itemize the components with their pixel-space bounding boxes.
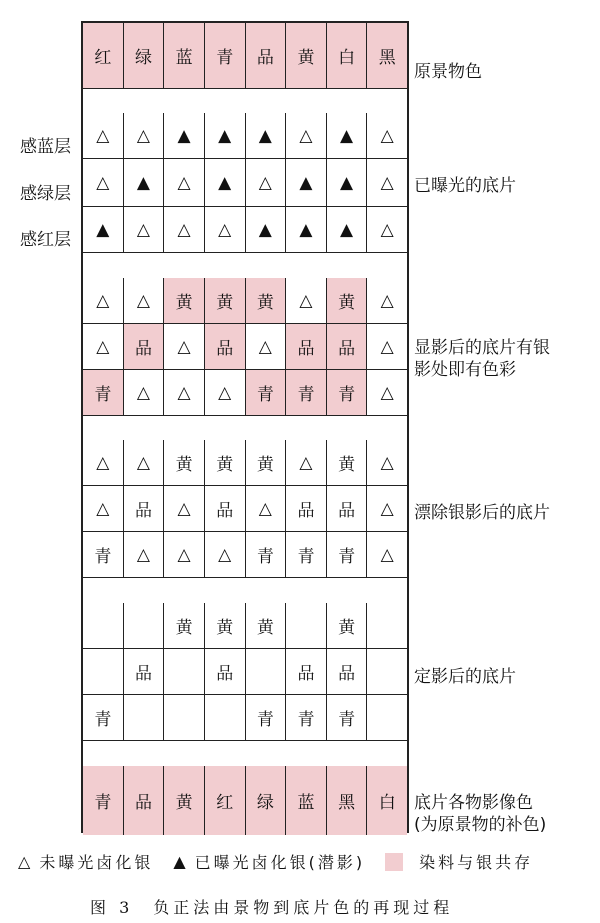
legend: [18, 850, 533, 873]
color-cell: 黄: [246, 278, 287, 324]
color-cell: 黄: [246, 603, 287, 649]
filled-triangle-icon: ▲: [173, 852, 189, 871]
color-cell: 黄: [164, 440, 205, 486]
open-triangle-icon: △: [164, 324, 205, 370]
color-cell: 黄: [205, 603, 246, 649]
layer-label-green: 感绿层: [20, 184, 71, 204]
bleached-film-row: [83, 440, 407, 486]
color-cell: 青: [246, 370, 287, 416]
legend-pink-label: 染料与银共存: [419, 853, 534, 872]
open-triangle-icon: △: [367, 486, 407, 532]
color-cell: 品: [327, 649, 368, 695]
open-triangle-icon: △: [164, 486, 205, 532]
open-triangle-icon: △: [367, 440, 407, 486]
exposed-film-row: [83, 113, 407, 159]
open-triangle-icon: △: [124, 532, 165, 578]
fixed-film-row: [83, 695, 407, 741]
filled-triangle-icon: ▲: [286, 207, 327, 253]
color-cell: 青: [205, 23, 246, 89]
open-triangle-icon: △: [164, 532, 205, 578]
open-triangle-icon: △: [124, 370, 165, 416]
color-cell: [164, 695, 205, 741]
exposed-film-row: [83, 207, 407, 253]
process-grid: [81, 21, 409, 833]
developed-film-label: 显影后的底片有银: [414, 338, 550, 358]
open-triangle-icon: △: [18, 852, 34, 871]
filled-triangle-icon: ▲: [327, 113, 368, 159]
color-cell: 品: [286, 486, 327, 532]
exposed-film-row: [83, 159, 407, 207]
color-cell: 青: [286, 532, 327, 578]
color-cell: [124, 603, 165, 649]
open-triangle-icon: △: [367, 370, 407, 416]
open-triangle-icon: △: [286, 278, 327, 324]
negative-colors-label: 底片各物影像色: [414, 793, 533, 813]
color-cell: 品: [246, 23, 287, 89]
fixed-film-row: [83, 603, 407, 649]
color-cell: 黄: [327, 603, 368, 649]
open-triangle-icon: △: [367, 532, 407, 578]
color-cell: 品: [286, 649, 327, 695]
open-triangle-icon: △: [83, 278, 124, 324]
color-cell: 青: [246, 695, 287, 741]
color-cell: 黄: [205, 440, 246, 486]
color-cell: 白: [327, 23, 368, 89]
color-cell: 黄: [164, 766, 205, 835]
open-triangle-icon: △: [83, 159, 124, 207]
open-triangle-icon: △: [83, 486, 124, 532]
filled-triangle-icon: ▲: [124, 159, 165, 207]
color-cell: 青: [327, 370, 368, 416]
color-cell: 黑: [327, 766, 368, 835]
color-cell: [83, 603, 124, 649]
color-cell: 黄: [205, 278, 246, 324]
filled-triangle-icon: ▲: [205, 159, 246, 207]
color-cell: 青: [83, 532, 124, 578]
developed-film-label: 影处即有色彩: [414, 360, 516, 380]
open-triangle-icon: △: [246, 486, 287, 532]
color-cell: 青: [327, 695, 368, 741]
color-cell: 品: [124, 486, 165, 532]
open-triangle-icon: △: [246, 324, 287, 370]
negative-colors-row: [83, 766, 407, 835]
legend-open-label: 未曝光卤化银: [39, 853, 154, 872]
filled-triangle-icon: ▲: [327, 207, 368, 253]
open-triangle-icon: △: [286, 440, 327, 486]
filled-triangle-icon: ▲: [327, 159, 368, 207]
color-cell: 品: [124, 766, 165, 835]
open-triangle-icon: △: [83, 324, 124, 370]
color-cell: 绿: [124, 23, 165, 89]
color-cell: [367, 695, 407, 741]
open-triangle-icon: △: [367, 159, 407, 207]
color-cell: 黄: [327, 440, 368, 486]
color-cell: 红: [83, 23, 124, 89]
color-cell: 黄: [246, 440, 287, 486]
open-triangle-icon: △: [367, 113, 407, 159]
filled-triangle-icon: ▲: [164, 113, 205, 159]
fixed-film-row: [83, 649, 407, 695]
original-colors-label: 原景物色: [414, 62, 482, 82]
developed-film-row: [83, 278, 407, 324]
filled-triangle-icon: ▲: [246, 113, 287, 159]
figure-caption: 图 3 负正法由景物到底片色的再现过程: [90, 898, 454, 917]
open-triangle-icon: △: [367, 207, 407, 253]
legend-filled-label: 已曝光卤化银(潜影): [194, 853, 366, 872]
open-triangle-icon: △: [164, 207, 205, 253]
color-cell: 绿: [246, 766, 287, 835]
bleached-film-row: [83, 532, 407, 578]
color-cell: [164, 649, 205, 695]
open-triangle-icon: △: [83, 113, 124, 159]
open-triangle-icon: △: [124, 207, 165, 253]
filled-triangle-icon: ▲: [205, 113, 246, 159]
filled-triangle-icon: ▲: [83, 207, 124, 253]
color-cell: 青: [83, 766, 124, 835]
color-cell: 青: [83, 370, 124, 416]
developed-film-row: [83, 370, 407, 416]
color-cell: 品: [124, 649, 165, 695]
color-cell: [367, 649, 407, 695]
developed-film-row: [83, 324, 407, 370]
open-triangle-icon: △: [246, 159, 287, 207]
open-triangle-icon: △: [83, 440, 124, 486]
color-cell: 品: [124, 324, 165, 370]
color-cell: 青: [83, 695, 124, 741]
open-triangle-icon: △: [286, 113, 327, 159]
color-cell: 黄: [286, 23, 327, 89]
color-cell: [205, 695, 246, 741]
bleached-film-label: 漂除银影后的底片: [414, 503, 550, 523]
filled-triangle-icon: ▲: [246, 207, 287, 253]
color-cell: 品: [327, 486, 368, 532]
open-triangle-icon: △: [367, 278, 407, 324]
color-cell: 青: [286, 695, 327, 741]
open-triangle-icon: △: [164, 159, 205, 207]
filled-triangle-icon: ▲: [286, 159, 327, 207]
color-cell: [367, 603, 407, 649]
color-cell: 青: [246, 532, 287, 578]
color-cell: 品: [205, 486, 246, 532]
open-triangle-icon: △: [164, 370, 205, 416]
color-cell: [286, 603, 327, 649]
color-cell: [83, 649, 124, 695]
color-cell: 黄: [164, 278, 205, 324]
pink-swatch-icon: [385, 853, 403, 871]
color-cell: 品: [286, 324, 327, 370]
color-cell: 黑: [367, 23, 407, 89]
color-cell: 黄: [164, 603, 205, 649]
color-cell: 品: [327, 324, 368, 370]
exposed-film-label: 已曝光的底片: [414, 176, 516, 196]
layer-label-blue: 感蓝层: [20, 137, 71, 157]
color-cell: 蓝: [286, 766, 327, 835]
color-cell: 青: [327, 532, 368, 578]
color-cell: 青: [286, 370, 327, 416]
open-triangle-icon: △: [205, 370, 246, 416]
open-triangle-icon: △: [124, 113, 165, 159]
color-cell: 黄: [327, 278, 368, 324]
open-triangle-icon: △: [124, 278, 165, 324]
open-triangle-icon: △: [205, 207, 246, 253]
color-cell: 红: [205, 766, 246, 835]
color-cell: 蓝: [164, 23, 205, 89]
bleached-film-row: [83, 486, 407, 532]
color-cell: [124, 695, 165, 741]
open-triangle-icon: △: [124, 440, 165, 486]
open-triangle-icon: △: [205, 532, 246, 578]
original-colors-row: [83, 23, 407, 89]
color-cell: 白: [367, 766, 407, 835]
fixed-film-label: 定影后的底片: [414, 667, 516, 687]
color-cell: 品: [205, 649, 246, 695]
open-triangle-icon: △: [367, 324, 407, 370]
layer-label-red: 感红层: [20, 230, 71, 250]
negative-colors-label: (为原景物的补色): [414, 815, 547, 835]
color-cell: [246, 649, 287, 695]
color-cell: 品: [205, 324, 246, 370]
